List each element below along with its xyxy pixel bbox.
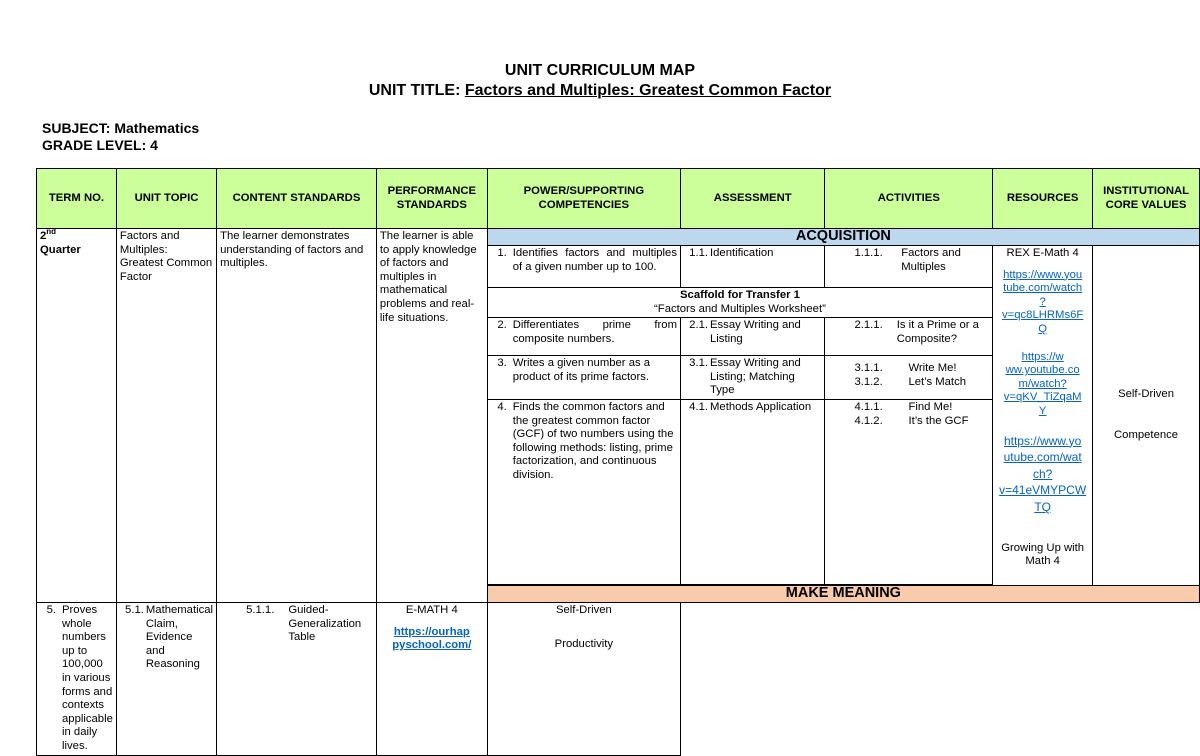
competency-2: 2. Differentiates prime from composite numbers. (487, 318, 680, 356)
competency-1-text: Identifies factors and multiples of a given number up to 100. (512, 247, 677, 273)
assessment-1-number: 1.1. (689, 247, 708, 259)
make-meaning-band: MAKE MEANING (487, 585, 1199, 602)
curriculum-map-table (36, 168, 1200, 756)
term-number: 2 (40, 230, 47, 242)
scaffold-title: Scaffold for Transfer 1 (680, 289, 800, 301)
header-assessment: ASSESSMENT (681, 169, 825, 229)
resource-link-2[interactable]: https://w ww.youtube.co m/watch? v=qKV_TiZqaM Y (1003, 350, 1082, 417)
acquisition-band: ACQUISITION (487, 229, 1199, 246)
scaffold-cell (487, 288, 992, 318)
assessment-1-text: Identification (710, 247, 774, 259)
make-meaning-value-2: Productivity (554, 637, 614, 650)
resource-book-2: Growing Up with Math 4 (1001, 541, 1085, 568)
scaffold-subtitle: “Factors and Multiples Worksheet” (654, 302, 826, 315)
unit-title (0, 82, 1200, 100)
assessment-4: 4.1. Methods Application (681, 399, 825, 584)
core-values-cell (1093, 246, 1200, 586)
core-value-1: Self-Driven (1118, 388, 1174, 401)
unit-topic-cell: Factors and Multiples: Greatest Common Factor (116, 229, 216, 603)
term-label: Quarter (40, 243, 81, 256)
assessment-3: 3.1. Essay Writing and Listing; Matching Type (681, 356, 825, 400)
header-resources: RESOURCES (993, 169, 1093, 229)
subject-line: SUBJECT: Mathematics (42, 120, 200, 136)
term-suffix: nd (46, 227, 57, 237)
make-meaning-link[interactable]: https://ourhap pyschool.com/ (392, 625, 472, 652)
activity-2: 2.1.1. Is it a Prime or a Composite? (825, 318, 993, 356)
grade-level-line: GRADE LEVEL: 4 (42, 137, 158, 153)
header-competencies: POWER/SUPPORTING COMPETENCIES (487, 169, 680, 229)
competency-3: 3. Writes a given number as a product of its prime factors. (487, 356, 680, 400)
resources-cell (993, 246, 1093, 586)
competency-5: 5. Proves whole numbers up to 100,000 in various forms and contexts applicable in daily lives. (37, 602, 117, 755)
term-cell (37, 229, 117, 603)
header-core-values: INSTITUTIONAL CORE VALUES (1093, 169, 1200, 229)
activity-1-1-text: Factors and Multiples (901, 247, 961, 273)
header-performance-standards: PERFORMANCE STANDARDS (376, 169, 487, 229)
unit-title-name: Factors and Multiples: Greatest Common Factor (464, 82, 832, 99)
competency-1 (487, 246, 680, 288)
activity-5: 5.1.1. Guided-Generalization Table (217, 602, 377, 755)
activity-4: 4.1.1. Find Me! 4.1.2. It’s the GCF (825, 399, 993, 584)
performance-standards-cell: The learner is able to apply knowledge of factors and multiples in mathematical problems and real-life situations. (376, 229, 487, 603)
make-meaning-values (487, 602, 680, 755)
activity-3: 3.1.1. Write Me! 3.1.2. Let’s Match (825, 356, 993, 400)
competency-1-number: 1. (497, 247, 507, 259)
header-activities: ACTIVITIES (825, 169, 993, 229)
assessment-5: 5.1. Mathematical Claim, Evidence and Reasoning (116, 602, 216, 755)
resource-link-3[interactable]: https://www.yo utube.com/wat ch? v=41eVMYPCW TQ (999, 433, 1087, 514)
header-unit-topic: UNIT TOPIC (116, 169, 216, 229)
assessment-1 (681, 246, 825, 288)
document-title: UNIT CURRICULUM MAP (504, 62, 696, 79)
header-content-standards: CONTENT STANDARDS (217, 169, 377, 229)
competency-4: 4. Finds the common factors and the greatest common factor (GCF) of two numbers using the following methods: listing, prime factorization, and continuous division. (487, 399, 680, 584)
make-meaning-value-1: Self-Driven (555, 603, 612, 616)
make-meaning-resources (376, 602, 487, 755)
header-row (37, 169, 1200, 229)
content-standards-cell: The learner demonstrates understanding of factors and multiples. (217, 229, 377, 603)
resource-link-1[interactable]: https://www.you tube.com/watch ? v=qc8LHRMs6F Q (1001, 268, 1084, 335)
header-term: TERM NO. (37, 169, 117, 229)
core-value-2: Competence (1114, 428, 1179, 441)
assessment-2: 2.1. Essay Writing and Listing (681, 318, 825, 356)
activity-1 (825, 246, 993, 288)
resource-book: REX E-Math 4 (1006, 247, 1079, 259)
activity-1-1-number: 1.1.1. (854, 247, 883, 259)
make-meaning-book: E-MATH 4 (405, 603, 458, 616)
unit-title-prefix: UNIT TITLE: (368, 82, 465, 99)
